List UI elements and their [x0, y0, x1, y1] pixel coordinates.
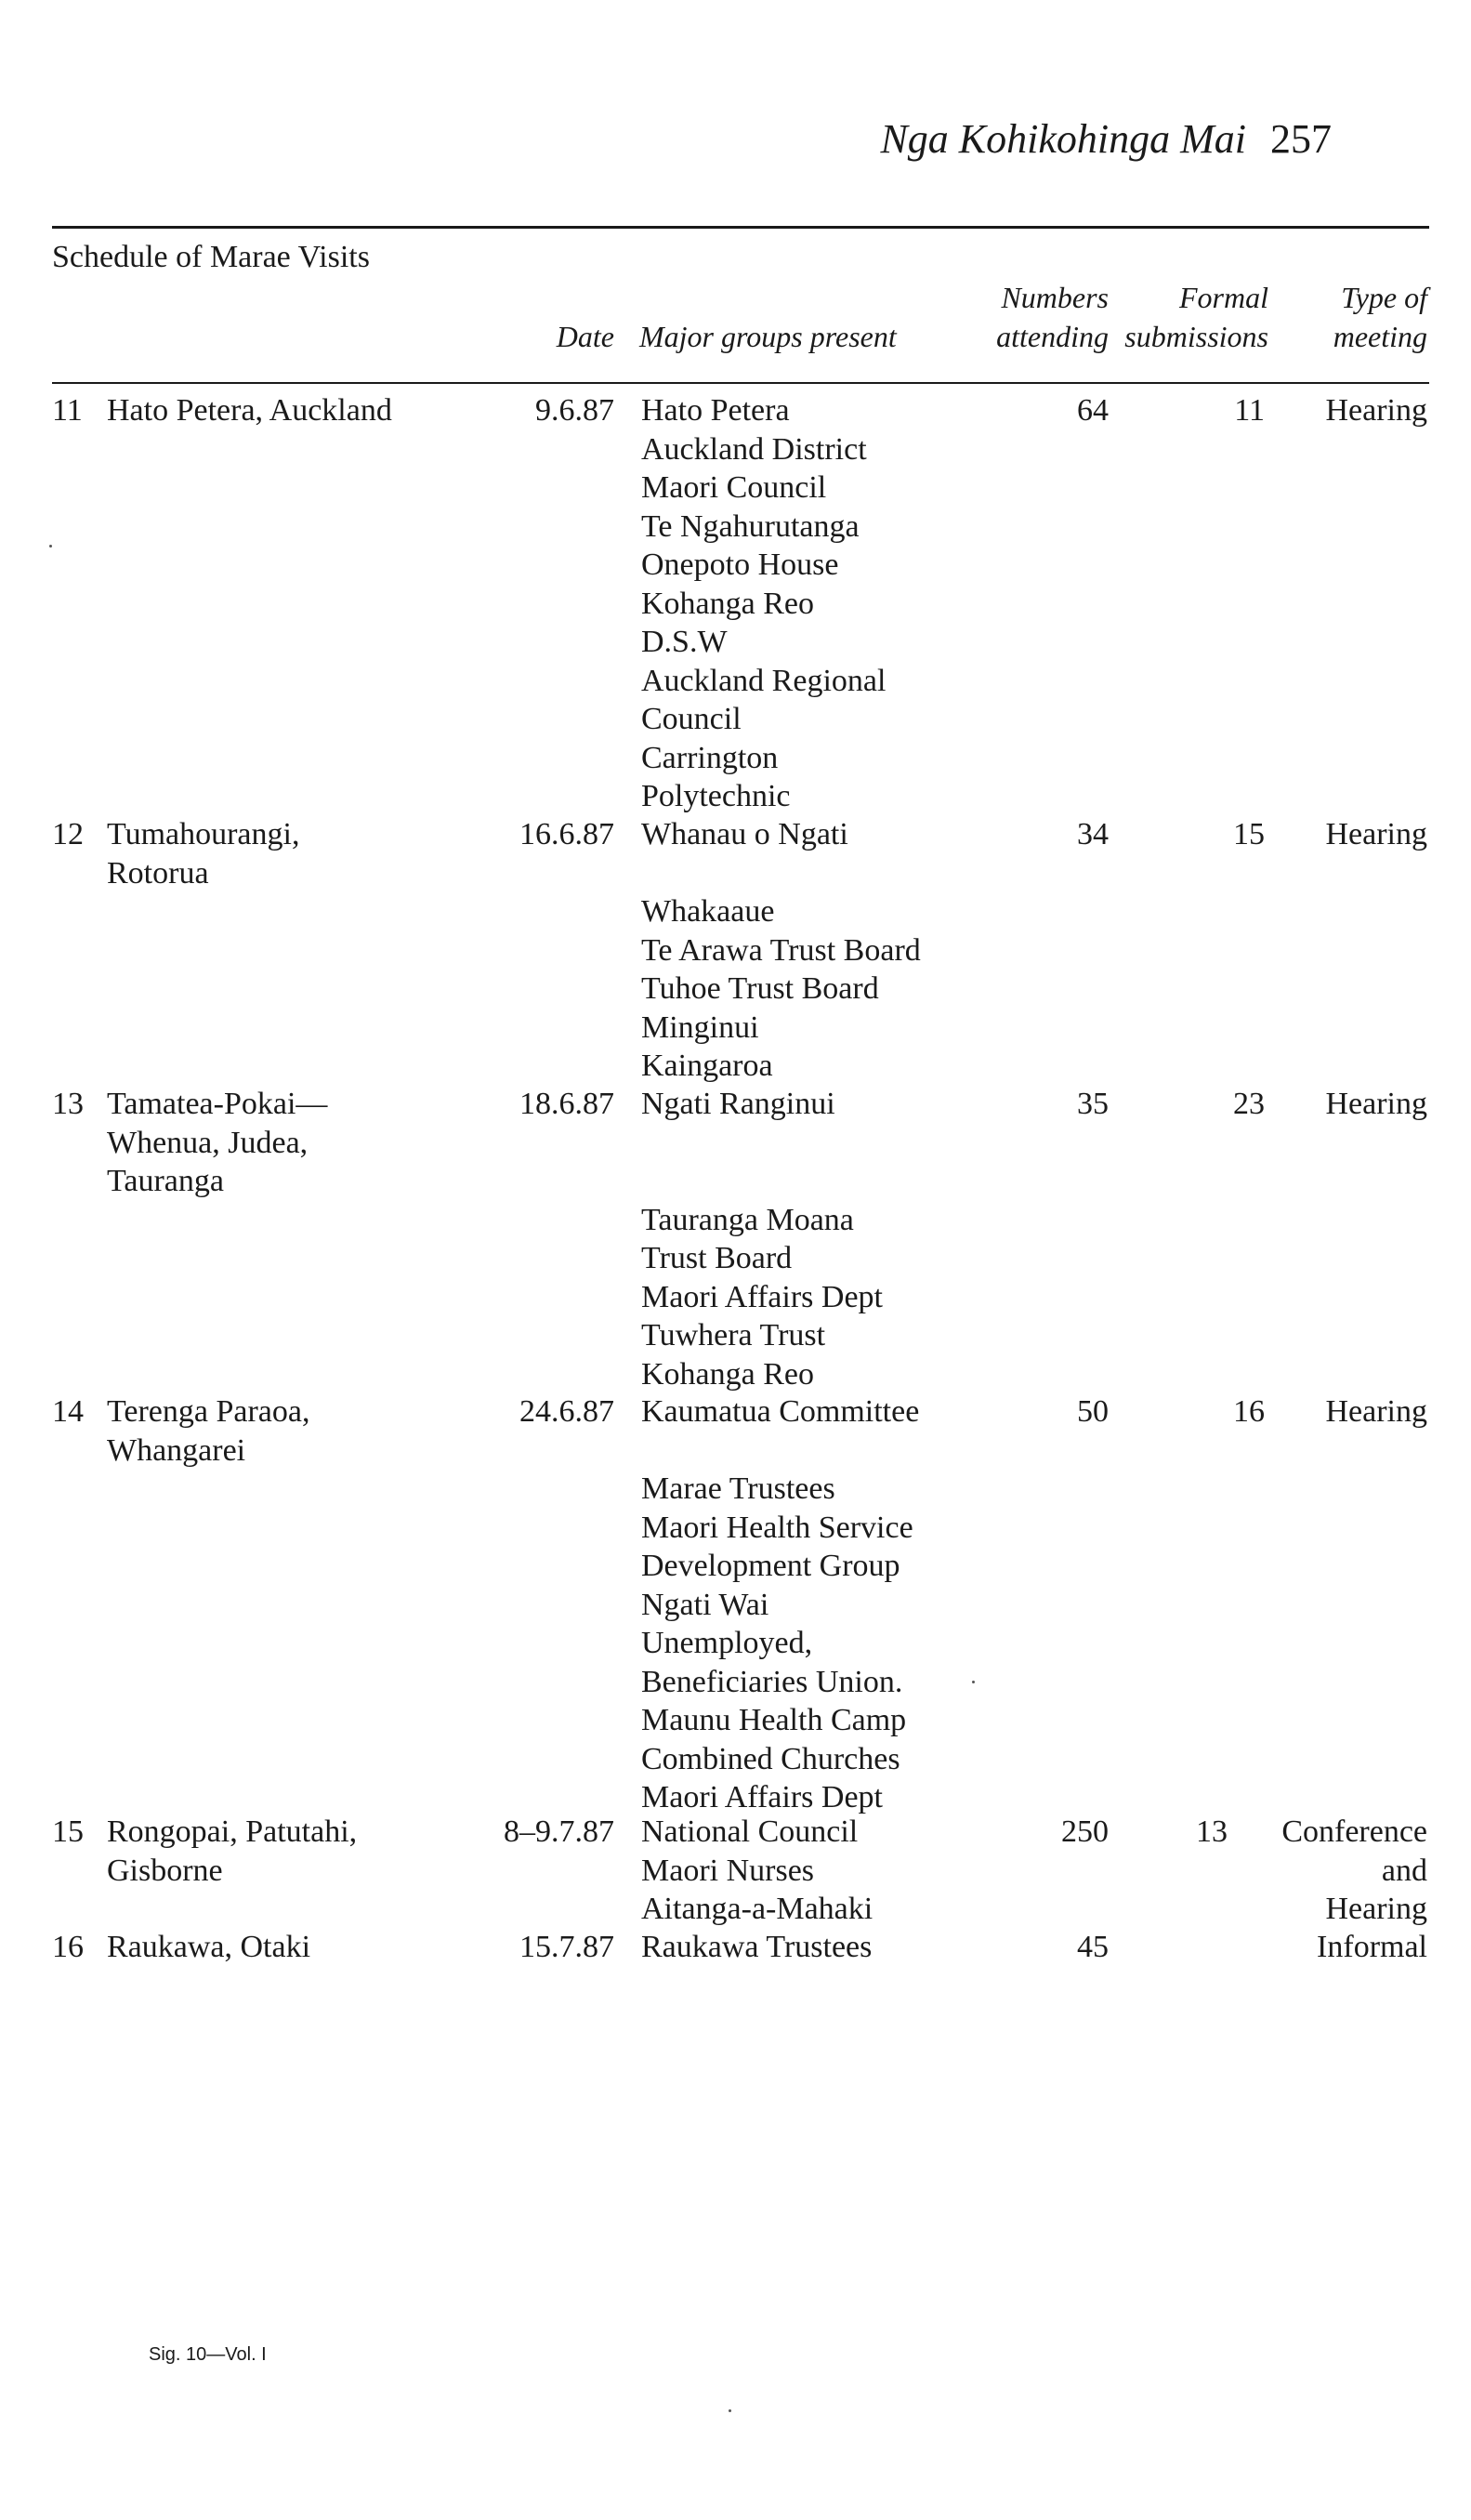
- row-submissions: 16: [1233, 1394, 1265, 1429]
- row-groups: Whanau o Ngati Whakaaue Te Arawa Trust Board Tuhoe Trust Board Minginui Kaingaroa: [641, 817, 921, 1083]
- row-groups: Raukawa Trustees: [641, 1930, 873, 1964]
- row-attending: 45: [1077, 1930, 1109, 1964]
- print-speck: [972, 1681, 975, 1683]
- page-number: 257: [1270, 116, 1332, 162]
- row-attending: 50: [1077, 1394, 1109, 1429]
- row-submissions: 15: [1233, 817, 1265, 851]
- row-attending: 34: [1077, 817, 1109, 851]
- signature-mark: Sig. 10—Vol. I: [149, 2344, 267, 2365]
- row-date: 9.6.87: [535, 393, 614, 428]
- top-rule: [52, 226, 1429, 229]
- running-head: [880, 116, 1332, 162]
- row-groups: Hato Petera Auckland District Maori Council Te Ngahurutanga Onepoto House Kohanga Reo D.S.W Auckland Regional Council Carrington Polytechnic: [641, 393, 887, 813]
- row-number: 13: [52, 1087, 84, 1121]
- row-place: Hato Petera, Auckland: [107, 393, 392, 428]
- header-formal-submissions: Formal submissions: [1124, 281, 1268, 353]
- row-place: Raukawa, Otaki: [107, 1930, 311, 1964]
- row-meeting-type: Conference and Hearing: [1281, 1814, 1427, 1926]
- row-number: 12: [52, 817, 84, 851]
- row-groups: National Council Maori Nurses Aitanga-a-Mahaki: [641, 1814, 873, 1926]
- row-number: 14: [52, 1394, 84, 1429]
- row-number: 11: [52, 393, 83, 428]
- row-groups: Kaumatua Committee Marae Trustees Maori Health Service Development Group Ngati Wai Unemployed, Beneficiaries Union. Maunu Health Camp Combined Churches Maori Affairs Dept: [641, 1394, 920, 1814]
- header-numbers-attending: Numbers attending: [996, 281, 1109, 353]
- row-number: 16: [52, 1930, 84, 1964]
- row-attending: 35: [1077, 1087, 1109, 1121]
- print-speck: [729, 2409, 731, 2412]
- row-date: 18.6.87: [519, 1087, 614, 1121]
- row-place: Rongopai, Patutahi, Gisborne: [107, 1814, 358, 1888]
- row-groups: Ngati Ranginui Tauranga Moana Trust Board Maori Affairs Dept Tuwhera Trust Kohanga Reo: [641, 1087, 883, 1392]
- header-groups: Major groups present: [639, 320, 897, 353]
- row-date: 15.7.87: [519, 1930, 614, 1964]
- row-submissions: 13: [1196, 1814, 1228, 1849]
- table-caption: Schedule of Marae Visits: [52, 240, 370, 274]
- row-submissions: 11: [1234, 393, 1265, 428]
- row-meeting-type: Hearing: [1325, 393, 1427, 428]
- row-date: 24.6.87: [519, 1394, 614, 1429]
- row-attending: 64: [1077, 393, 1109, 428]
- row-place: Tamatea-Pokai— Whenua, Judea, Tauranga: [107, 1087, 328, 1198]
- header-rule: [52, 382, 1429, 384]
- row-meeting-type: Hearing: [1325, 1087, 1427, 1121]
- row-place: Terenga Paraoa, Whangarei: [107, 1394, 310, 1468]
- row-number: 15: [52, 1814, 84, 1849]
- row-date: 16.6.87: [519, 817, 614, 851]
- row-submissions: 23: [1233, 1087, 1265, 1121]
- row-date: 8–9.7.87: [504, 1814, 614, 1849]
- row-meeting-type: Hearing: [1325, 1394, 1427, 1429]
- running-head-title: Nga Kohikohinga Mai: [880, 116, 1246, 162]
- header-type-of-meeting: Type of meeting: [1333, 281, 1427, 353]
- row-meeting-type: Hearing: [1325, 817, 1427, 851]
- print-speck: [49, 545, 52, 548]
- row-meeting-type: Informal: [1317, 1930, 1427, 1964]
- row-attending: 250: [1061, 1814, 1109, 1849]
- header-date: Date: [556, 320, 614, 353]
- row-place: Tumahourangi, Rotorua: [107, 817, 300, 891]
